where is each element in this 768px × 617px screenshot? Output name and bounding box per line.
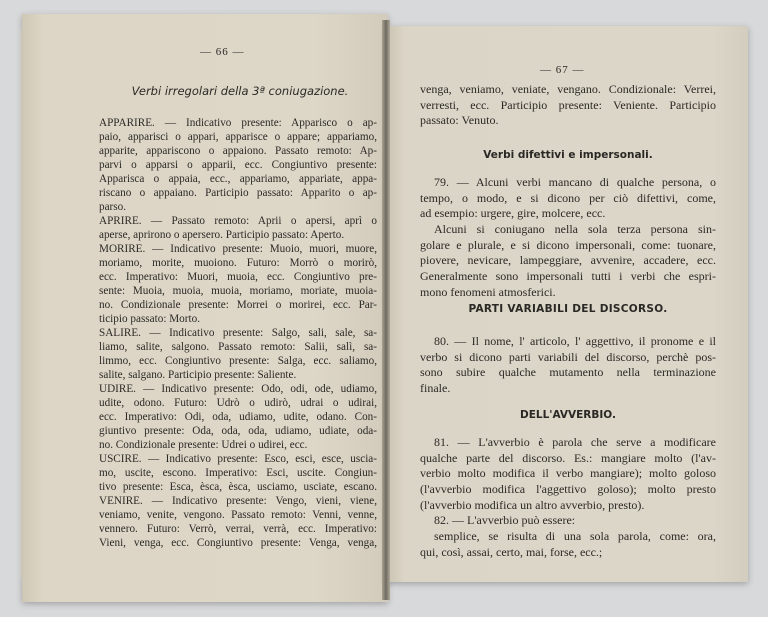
text-line: passato: Venuto. bbox=[420, 113, 499, 128]
text-line: APRIRE. — Passato remoto: Aprii o apersi, aprì o bbox=[99, 215, 377, 227]
text-line: giuntivo presente: Oda, oda, oda, udiamo, udiate, oda- bbox=[99, 425, 377, 437]
text-line: qui, così, assai, certo, mai, forse, ecc.; bbox=[420, 544, 603, 559]
text-line: no. Condizionale presente: Morrei o morirei, ecc. Par- bbox=[99, 299, 377, 311]
text-line: verbio molto modifica il verbo mangiare); molto goloso bbox=[420, 466, 716, 481]
text-line: liamo, salite, salgono. Passato remoto: Salii, salì, sa- bbox=[99, 341, 377, 353]
paragraph-block bbox=[420, 82, 716, 129]
text-line: piovere, nevicare, lampeggiare, avvenire, accadere, ecc. bbox=[420, 253, 716, 268]
text-line: tivo presente: Esca, èsca, èsca, usciamo, usciate, escano. bbox=[99, 481, 377, 493]
text-line: parvi o apparsi o apparii, ecc. Congiuntivo presente: bbox=[99, 159, 377, 171]
text-line: USCIRE. — Indicativo presente: Esco, esci, esce, uscia- bbox=[99, 453, 377, 465]
text-line: finale. bbox=[420, 381, 451, 396]
text-line: veniamo, venite, vengono. Passato remoto: Venni, venne, bbox=[99, 509, 377, 521]
text-line: Alcuni si coniugano nella sola terza persona sin- bbox=[434, 222, 716, 237]
page-number-right: — 67 — bbox=[540, 64, 585, 76]
book-gutter bbox=[382, 20, 390, 600]
text-line: ecc. Imperativo: Odi, oda, udiamo, udite, odano. Con- bbox=[99, 411, 377, 423]
text-line: 79. — Alcuni verbi mancano di qualche persona, o bbox=[434, 175, 716, 189]
text-line: limmo, ecc. Congiuntivo presente: Salga, ecc. saliamo, bbox=[99, 355, 377, 367]
text-line: aperse, aprirono o apersero. Participio passato: Aperto. bbox=[99, 229, 345, 241]
text-line: 82. — L'avverbio può essere: bbox=[434, 513, 576, 528]
text-line: no. Condizionale presente: Udrei o udirei, ecc. bbox=[99, 439, 308, 451]
text-line: UDIRE. — Indicativo presente: Odo, odi, ode, udiamo, bbox=[99, 383, 377, 395]
text-line: sono subire qualche mutamento nella terminazione bbox=[420, 365, 716, 380]
text-line: SALIRE. — Indicativo presente: Salgo, sali, sale, sa- bbox=[99, 327, 377, 339]
heading-adverb: DELL'AVVERBIO. bbox=[519, 409, 616, 421]
paragraph-block bbox=[420, 175, 716, 301]
text-line: moriamo, morite, muoiono. Futuro: Morrò o morirò, bbox=[99, 257, 377, 269]
text-line: Vieni, venga, ecc. Congiuntivo presente: Venga, venga, bbox=[99, 537, 377, 549]
page-number-left: — 66 — bbox=[200, 46, 245, 58]
text-line: Generalmente sono impersonali tutti i verbi che espri- bbox=[420, 269, 716, 284]
heading-variable-parts: PARTI VARIABILI DEL DISCORSO. bbox=[468, 303, 668, 315]
text-line: (l'avverbio modifica l'aggettivo goloso); molto presto bbox=[420, 482, 716, 497]
text-line: udite, odono. Futuro: Udrò o udirò, udrai o udirai, bbox=[99, 397, 377, 409]
text-line: mono fenomeni atmosferici. bbox=[420, 284, 556, 299]
text-line: MORIRE. — Indicativo presente: Muoio, muori, muore, bbox=[99, 243, 377, 255]
text-line: semplice, se risulta di una sola parola, come: ora, bbox=[434, 529, 716, 544]
text-line: vennero. Futuro: Verrò, verrai, verrà, ecc. Imperativo: bbox=[99, 523, 377, 535]
text-line: 80. — Il nome, l' articolo, l' aggettivo, il pronome e il bbox=[434, 334, 716, 348]
section-title: Verbi irregolari della 3ª coniugazione. bbox=[131, 84, 349, 98]
text-line: paio, apparisci o appari, apparisce o appare; appariamo, bbox=[99, 131, 377, 143]
text-line: Apparisca o appaia, ecc., appariamo, appariate, appa- bbox=[99, 173, 377, 185]
text-line: 81. — L'avverbio è parola che serve a modificare bbox=[434, 435, 716, 449]
text-line: salite, salgano. Participio presente: Saliente. bbox=[99, 369, 297, 381]
text-line: qualche parte del discorso. Es.: mangiare molto (l'av- bbox=[420, 450, 716, 465]
text-line: apparite, appariscono o appaiono. Passato remoto: Ap- bbox=[99, 145, 377, 157]
text-line: ecc. Imperativo: Muori, muoia, ecc. Congiuntivo pre- bbox=[99, 271, 377, 283]
text-line: venga, veniamo, veniate, vengano. Condizionale: Verrei, bbox=[420, 82, 716, 96]
text-line: riscano o appaiano. Participio passato: Apparito o ap- bbox=[99, 187, 377, 199]
text-line: tempo, o modo, e si dicono per ciò difettivi, come, bbox=[420, 190, 716, 205]
text-line: parso. bbox=[99, 201, 127, 213]
text-line: (l'avverbio modifica un altro avverbio, presto). bbox=[420, 497, 645, 512]
text-line: verresti, ecc. Participio presente: Veniente. Participio bbox=[420, 97, 716, 112]
text-line: golare e plurale, e si dicono impersonali, come: tuonare, bbox=[420, 237, 716, 252]
heading-defective-verbs: Verbi difettivi e impersonali. bbox=[483, 149, 653, 161]
text-line: sente: Muoia, muoia, muoia, moriamo, moriate, muoia- bbox=[99, 285, 377, 297]
left-page-text bbox=[99, 116, 377, 550]
text-line: APPARIRE. — Indicativo presente: Apparisco o ap- bbox=[99, 117, 377, 129]
paragraph-block bbox=[420, 334, 716, 397]
text-line: ticipio passato: Morto. bbox=[99, 313, 200, 325]
text-line: VENIRE. — Indicativo presente: Vengo, vieni, viene, bbox=[99, 495, 377, 507]
text-line: ad esempio: urgere, gire, molcere, ecc. bbox=[420, 206, 606, 221]
paragraph-block bbox=[420, 435, 716, 561]
text-line: mo, uscite, escono. Imperativo: Esci, uscite. Congiun- bbox=[99, 467, 377, 479]
text-line: verbo si dicono parti variabili del discorso, perchè pos- bbox=[420, 349, 716, 364]
